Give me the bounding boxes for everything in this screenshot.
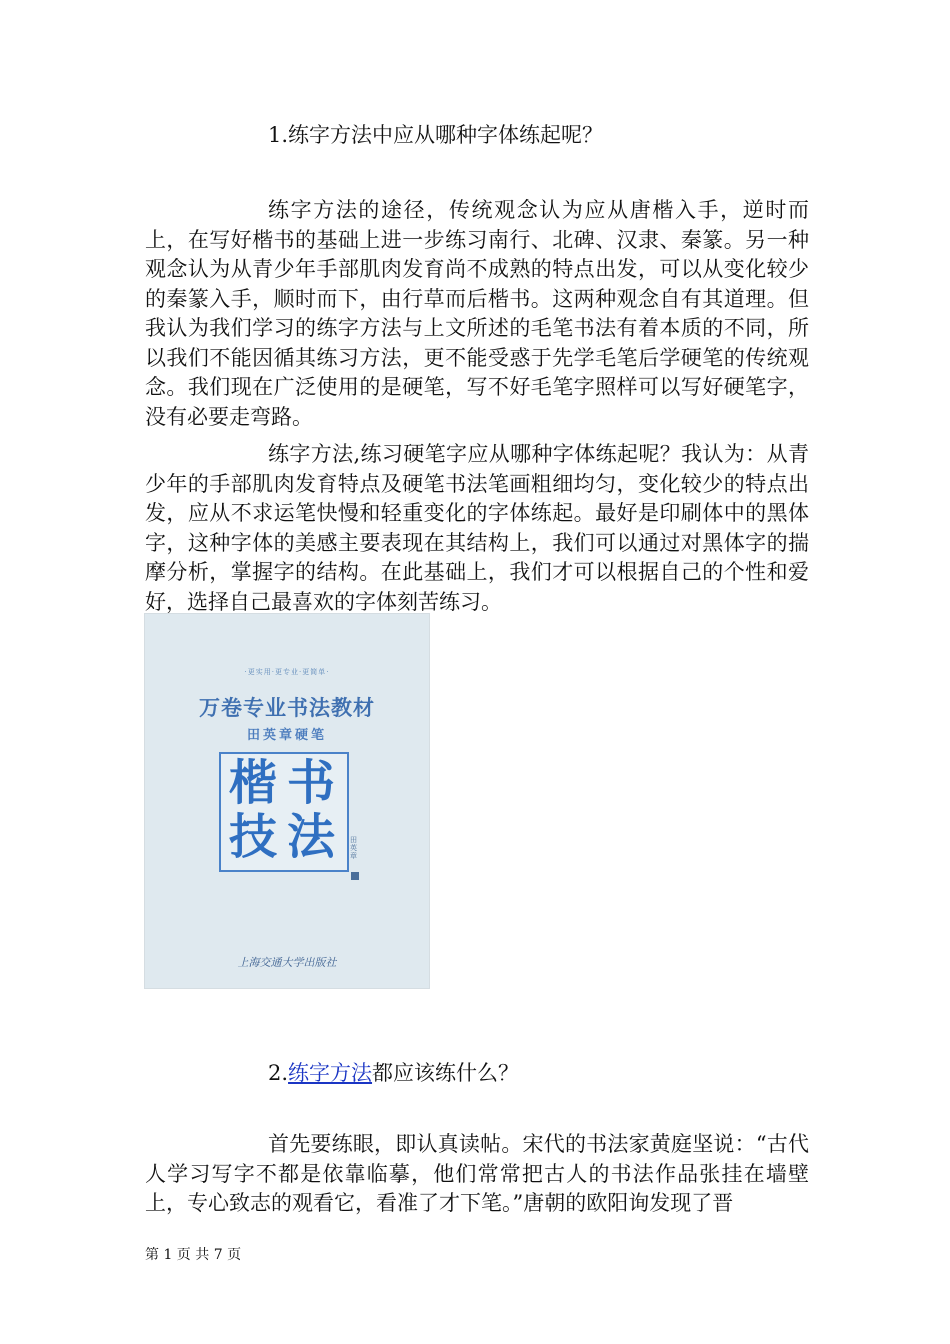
cover-subtitle: 田英章硬笔 bbox=[246, 728, 327, 743]
cover-title-box bbox=[219, 752, 349, 872]
practice-method-link[interactable]: 练字方法 bbox=[288, 1061, 373, 1085]
section-heading-1: 1.练字方法中应从哪种字体练起呢？ bbox=[268, 123, 604, 147]
cover-author: 田英章 bbox=[350, 836, 357, 860]
cover-series-title: 万卷专业书法教材 bbox=[199, 695, 375, 720]
cover-title-char: 技 bbox=[229, 809, 278, 865]
cover-title-char: 书 bbox=[287, 755, 336, 811]
heading-prefix: 2. bbox=[268, 1061, 289, 1085]
page-footer: 第 1 页 共 7 页 bbox=[145, 1247, 242, 1263]
book-cover-image bbox=[144, 613, 430, 989]
section-heading-2 bbox=[268, 1058, 519, 1088]
heading-suffix: 都应该练什么？ bbox=[372, 1061, 520, 1085]
cover-title-char: 法 bbox=[287, 809, 336, 865]
cover-publisher: 上海交通大学出版社 bbox=[237, 956, 337, 969]
cover-title-char: 楷 bbox=[229, 755, 278, 811]
paragraph-2: 练字方法,练习硬笔字应从哪种字体练起呢？我认为：从青少年的手部肌肉发育特点及硬笔书法笔画粗细均匀，变化较少的特点出发，应从不求运笔快慢和轻重变化的字体练起。最好是印刷体中的黑体字，这种字体的美感主要表现在其结构上，我们可以通过对黑体字的揣摩分析，掌握字的结构。在此基础上，我们才可以根据自己的个性和爱好，选择自己最喜欢的字体刻苦练习。 bbox=[145, 442, 809, 614]
cover-seal-icon bbox=[351, 872, 359, 880]
paragraph-3: 首先要练眼，即认真读帖。宋代的书法家黄庭坚说：“古代人学习写字不都是依靠临摹，他们常常把古人的书法作品张挂在墙壁上，专心致志的观看它，看准了才下笔。”唐朝的欧阳询发现了晋 bbox=[145, 1132, 809, 1215]
paragraph-1: 练字方法的途径，传统观念认为应从唐楷入手，逆时而上，在写好楷书的基础上进一步练习南行、北碑、汉隶、秦篆。另一种观念认为从青少年手部肌肉发育尚不成熟的特点出发，可以从变化较少的秦篆入手，顺时而下，由行草而后楷书。这两种观念自有其道理。但我认为我们学习的练字方法与上文所述的毛笔书法有着本质的不同，所以我们不能因循其练习方法，更不能受惑于先学毛笔后学硬笔的传统观念。我们现在广泛使用的是硬笔，写不好毛笔字照样可以写好硬笔字，没有必要走弯路。 bbox=[145, 198, 809, 429]
cover-tagline: ·更实用·更专业·更简单· bbox=[244, 668, 330, 676]
